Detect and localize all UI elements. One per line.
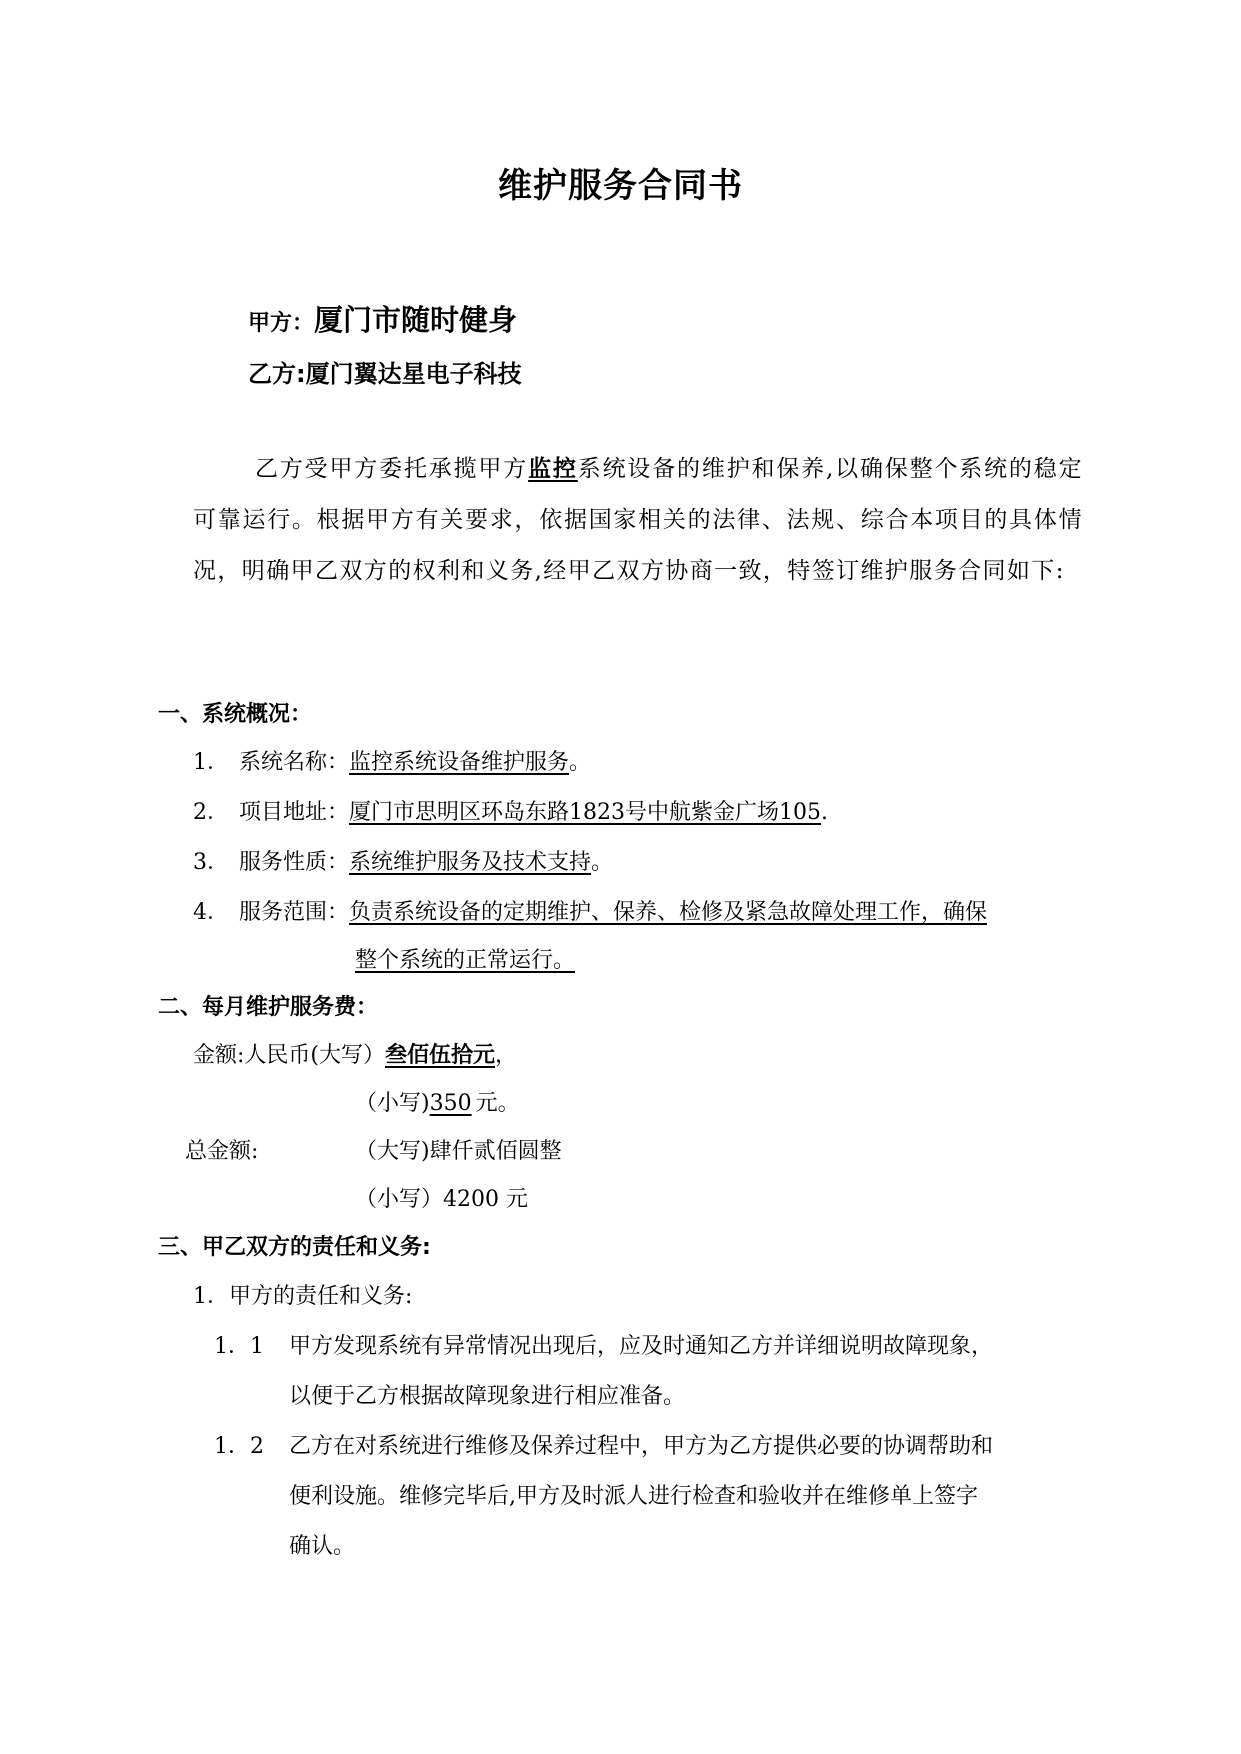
intro-text-bold: 监控 <box>528 456 578 482</box>
item-tail: . <box>821 800 828 825</box>
intro-text-post: 系统设备的维护和保养,以确保整个系统的稳定可靠运行。根据甲方有关要求，依据国家相关的法律、法规、综合本项目的具体情况，明确甲乙双方的权利和义务,经甲乙双方协商一致，特签订维护服务合同如下: <box>193 456 1083 584</box>
total-label: 总金额: <box>185 1139 259 1164</box>
amount-small-line <box>355 1086 520 1117</box>
section1-item-1 <box>193 745 591 776</box>
section2-heading: 二、每月维护服务费： <box>158 995 379 1020</box>
item-label: 项目地址： <box>239 800 350 825</box>
item-number: 3． <box>193 850 229 875</box>
amount-small-prefix: （小写) <box>355 1091 430 1116</box>
item-1-1-line-2: 以便于乙方根据故障现象进行相应准备。 <box>289 1384 686 1409</box>
item-number: 1． <box>193 750 229 775</box>
item-label: 服务范围： <box>239 900 350 925</box>
party-a-label: 甲方： <box>248 311 315 336</box>
section1-item-4-continued: 整个系统的正常运行。 <box>355 948 576 973</box>
section1-item-4 <box>193 895 987 926</box>
amount-small-suffix: 元。 <box>475 1091 520 1116</box>
item-1-1-line-1: 甲方发现系统有异常情况出现后，应及时通知乙方并详细说明故障现象， <box>289 1334 994 1359</box>
section1-item-2 <box>193 795 828 826</box>
party-b-line: 乙方:厦门翼达星电子科技 <box>248 360 522 388</box>
section3-sub-1: 1．甲方的责任和义务: <box>193 1284 413 1309</box>
amount-comma: ， <box>495 1043 518 1068</box>
item-label: 服务性质： <box>239 850 350 875</box>
amount-upper: 叁佰伍拾元 <box>385 1043 496 1068</box>
section3-heading: 三、甲乙双方的责任和义务: <box>158 1235 431 1260</box>
item-1-2-line-2: 便利设施。维修完毕后,甲方及时派人进行检查和验收并在维修单上签字 <box>289 1484 978 1509</box>
intro-text-pre: 乙方受甲方委托承揽甲方 <box>255 456 529 482</box>
item-tail: 。 <box>569 750 592 775</box>
item-value: 厦门市思明区环岛东路1823号中航紫金广场105 <box>349 800 821 825</box>
amount-line <box>193 1038 517 1069</box>
item-1-2-line-1: 乙方在对系统进行维修及保养过程中，甲方为乙方提供必要的协调帮助和 <box>289 1434 994 1459</box>
amount-small-value: 350 <box>429 1091 472 1116</box>
item-label: 系统名称： <box>239 750 350 775</box>
section1-heading: 一、系统概况： <box>158 702 313 727</box>
item-value: 负责系统设备的定期维护、保养、检修及紧急故障处理工作，确保 <box>349 900 988 925</box>
section1-item-3 <box>193 845 613 876</box>
item-number: 4． <box>193 900 229 925</box>
item-number: 2． <box>193 800 229 825</box>
item-1-2-line-3: 确认。 <box>289 1534 356 1559</box>
document-title: 维护服务合同书 <box>498 166 743 206</box>
amount-label: 金额:人民币(大写） <box>193 1043 385 1068</box>
intro-paragraph <box>193 444 1083 597</box>
item-tail: 。 <box>591 850 614 875</box>
item-1-1-number: 1．1 <box>214 1334 264 1359</box>
item-value: 系统维护服务及技术支持 <box>349 850 592 875</box>
item-1-2-number: 1．2 <box>214 1434 264 1459</box>
total-lower: （小写）4200 元 <box>355 1187 528 1212</box>
item-value: 监控系统设备维护服务 <box>349 750 570 775</box>
total-upper: （大写)肆仟贰佰圆整 <box>355 1139 562 1164</box>
party-a-line <box>248 298 517 339</box>
party-a-name: 厦门市随时健身 <box>314 303 518 337</box>
